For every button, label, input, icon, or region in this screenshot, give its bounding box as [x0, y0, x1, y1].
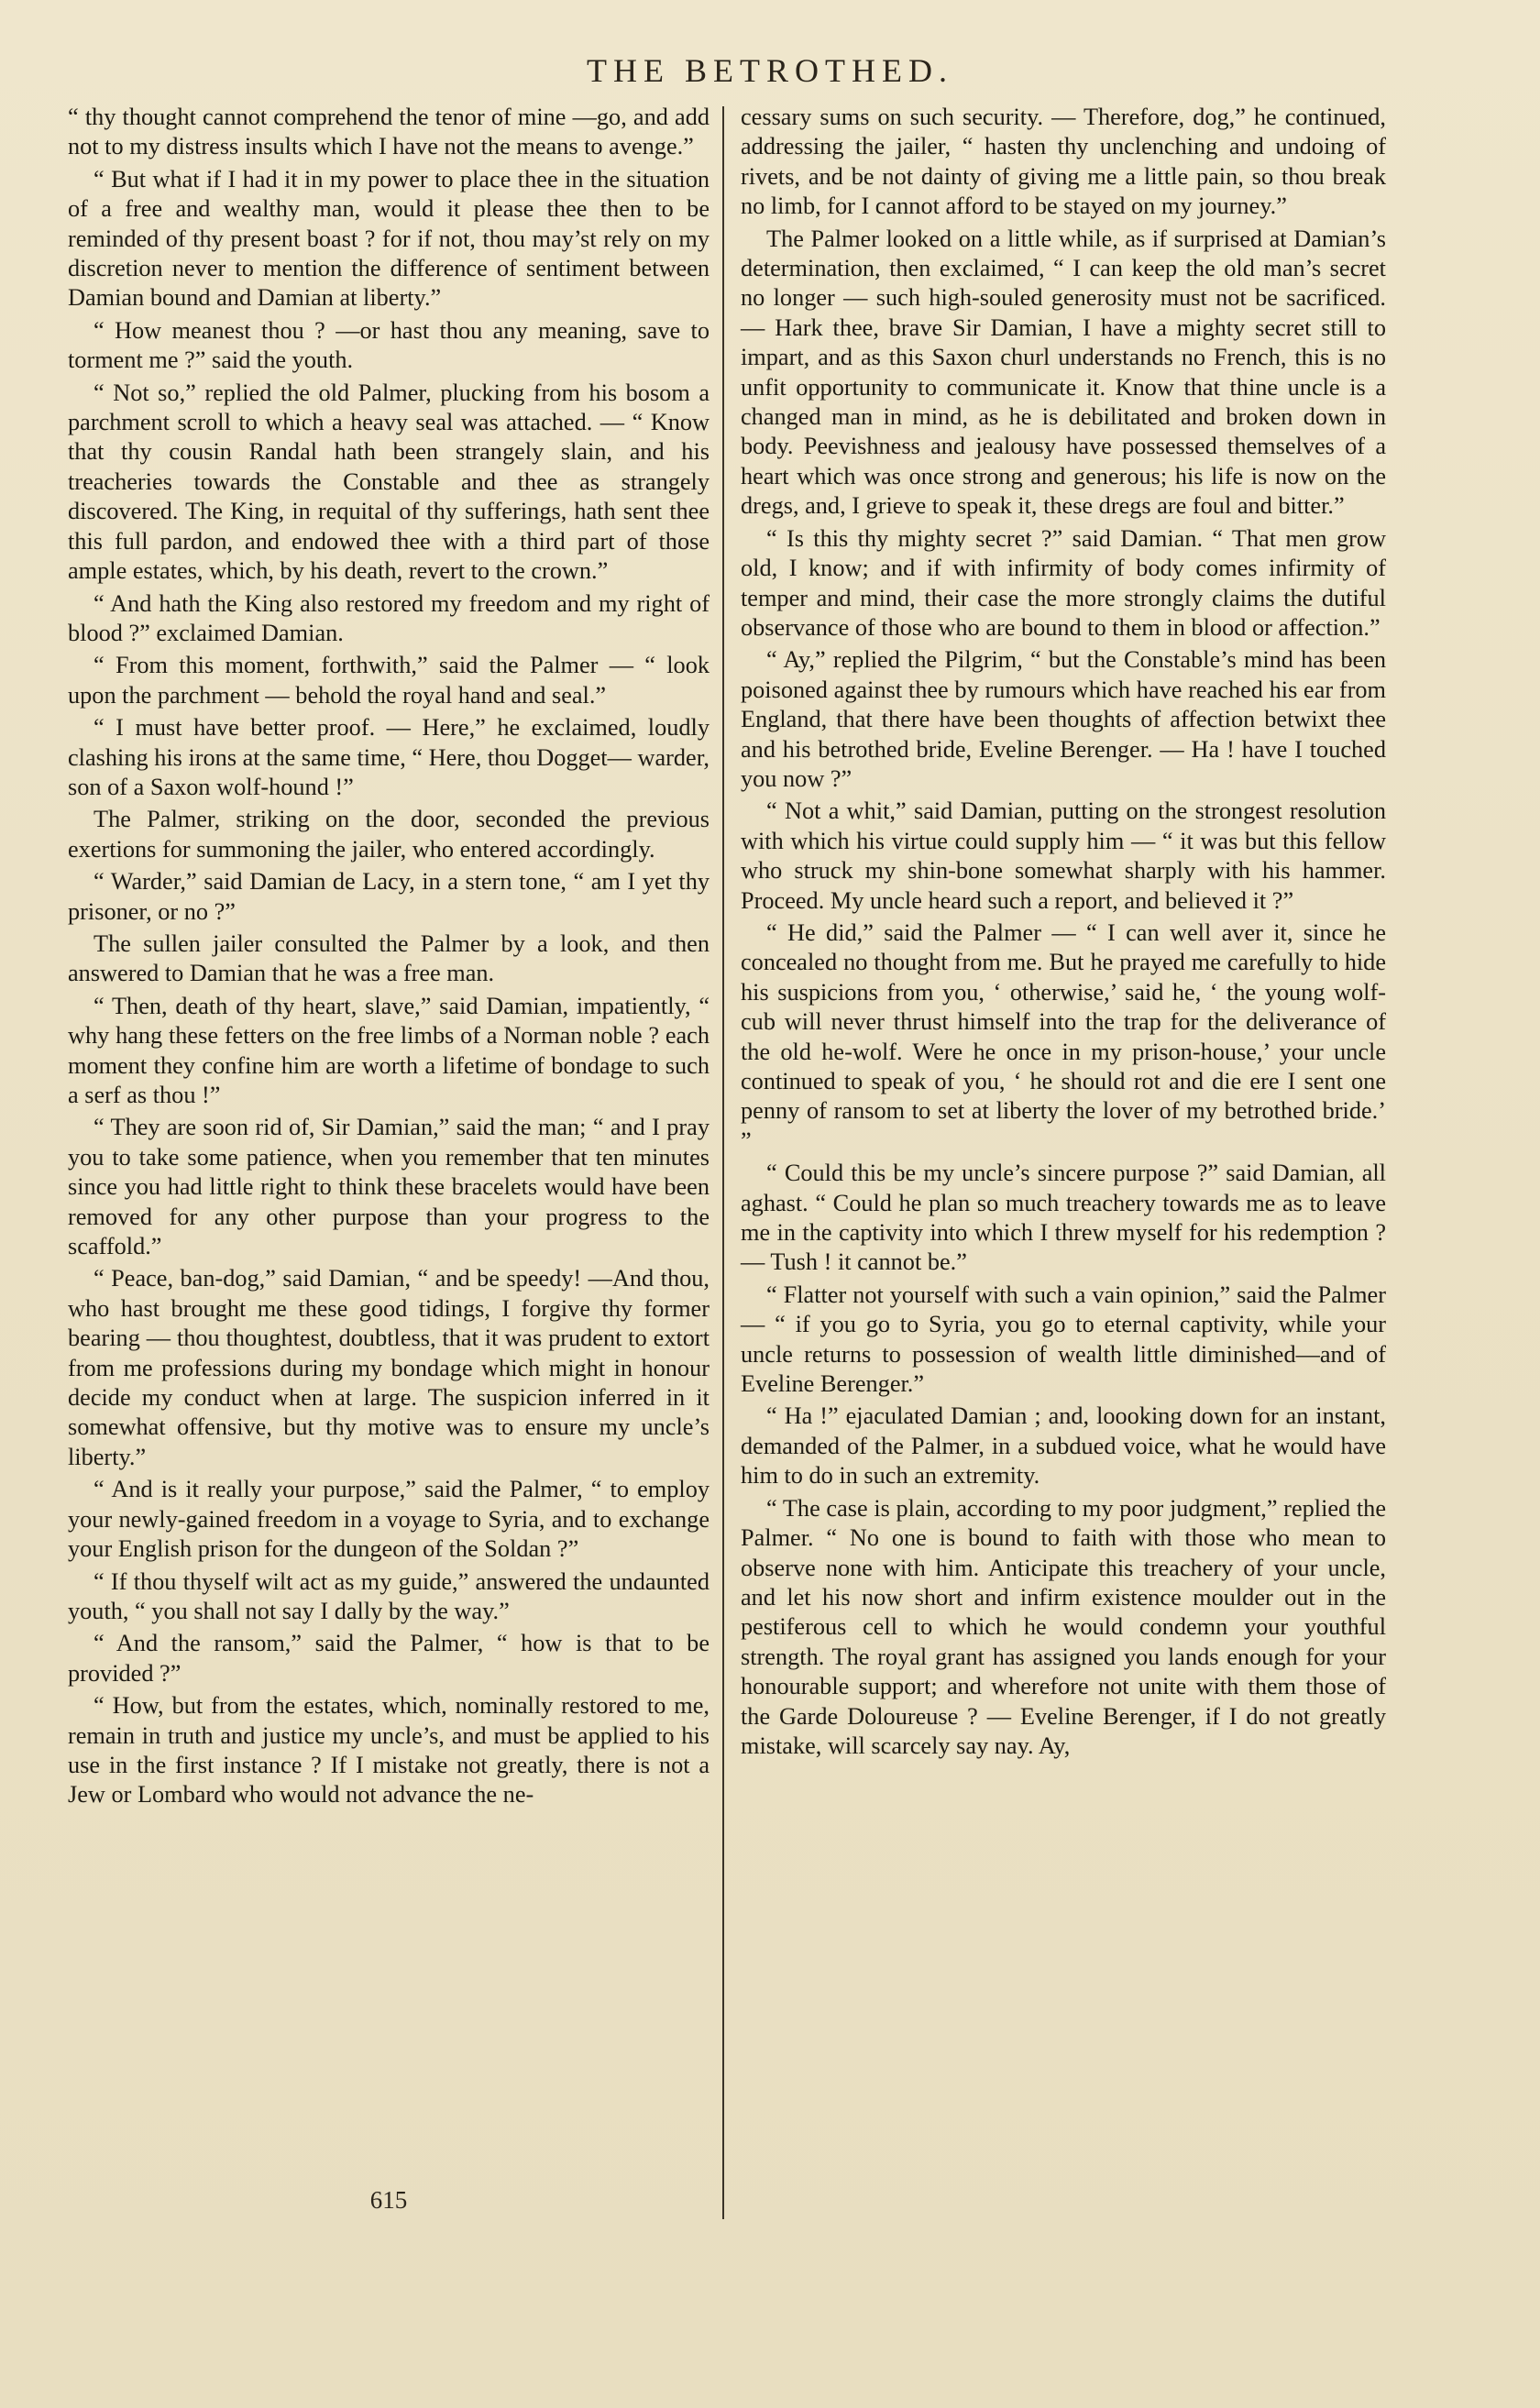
paragraph: “ Ay,” replied the Pilgrim, “ but the Constable’s mind has been poisoned against thee by rumours which have reached his ear from England, that there have been thoughts of affection betwixt thee and his betrothed bride, Eveline Berenger. — Ha ! have I touched you now ?”: [741, 646, 1386, 792]
paragraph: The Palmer looked on a little while, as if surprised at Damian’s determination, then exclaimed, “ I can keep the old man’s secret no longer — such high-souled generosity must not be sacrificed. — Hark thee, brave Sir Damian, I have a mighty secret still to impart, and as this Saxon churl understands no French, this is no unfit opportunity to communicate it. Know that thine uncle is a changed man in mind, as he is debilitated and broken down in body. Peevishness and jealousy have possessed themselves of a heart which was once strong and generous; his life is now on the dregs, and, I grieve to speak it, these dregs are foul and bitter.”: [741, 225, 1386, 520]
paragraph: “ And the ransom,” said the Palmer, “ how is that to be provided ?”: [68, 1630, 710, 1687]
paragraph: The Palmer, striking on the door, seconded the previous exertions for summoning the jailer, who entered accordingly.: [68, 806, 710, 863]
paragraph: “ If thou thyself wilt act as my guide,” answered the undaunted youth, “ you shall not say I dally by the way.”: [68, 1567, 710, 1624]
paragraph: “ They are soon rid of, Sir Damian,” said the man; “ and I pray you to take some patience, when you remember that ten minutes since you had little right to think these bracelets would have been removed for any other purpose than your progress to the scaffold.”: [68, 1114, 710, 1260]
column-divider: [722, 106, 724, 2219]
paragraph: “ Then, death of thy heart, slave,” said Damian, impatiently, “ why hang these fetters on the free limbs of a Norman noble ? each moment they confine him are worth a lifetime of bondage to such a serf as thou !”: [68, 992, 710, 1108]
paragraph: The sullen jailer consulted the Palmer by a look, and then answered to Damian that he was a free man.: [68, 929, 710, 987]
paragraph: “ Not a whit,” said Damian, putting on the strongest resolution with which his virtue could supply him — “ it was but this fellow who struck my shin-bone somewhat sharply with his hammer. Proceed. My uncle heard such a report, and believed it ?”: [741, 797, 1386, 914]
paragraph: “ He did,” said the Palmer — “ I can well aver it, since he concealed no thought from me. But he prayed me carefully to hide his suspicions from you, ‘ otherwise,’ said he, ‘ the young wolf-cub will never thrust himself into the trap for the deliverance of the old he-wolf. Were he once in my prison-house,’ your uncle continued to speak of you, ‘ he should rot and die ere I sent one penny of ransom to set at liberty the lover of my betrothed bride.’ ”: [741, 918, 1386, 1154]
paragraph: “ Flatter not yourself with such a vain opinion,” said the Palmer — “ if you go to Syria, you go to eternal captivity, while your uncle returns to possession of wealth little diminished—and of Eveline Berenger.”: [741, 1281, 1386, 1398]
paragraph: “ How, but from the estates, which, nominally restored to me, remain in truth and justice my uncle’s, and must be applied to his use in the first instance ? If I mistake not greatly, there is not a Jew or Lombard who would not advance the ne-: [68, 1692, 710, 1809]
running-title: THE BETROTHED.: [587, 52, 953, 89]
paragraph: “ And hath the King also restored my freedom and my right of blood ?” exclaimed Damian.: [68, 589, 710, 646]
paragraph: “ Not so,” replied the old Palmer, plucking from his bosom a parchment scroll to which a heavy seal was attached. — “ Know that thy cousin Randal hath been strangely slain, and his treacheries towards the Constable and thee as strangely discovered. The King, in requital of thy sufferings, hath sent thee this full pardon, and endowed thee with a third part of those ample estates, which, by his death, revert to the crown.”: [68, 379, 710, 585]
paragraph: “ Warder,” said Damian de Lacy, in a stern tone, “ am I yet thy prisoner, or no ?”: [68, 868, 710, 925]
paragraph: “ Could this be my uncle’s sincere purpose ?” said Damian, all aghast. “ Could he plan so much treachery towards me as to leave me in the captivity into which I threw myself for his redemption ? — Tush ! it cannot be.”: [741, 1160, 1386, 1276]
page-number: 615: [369, 2186, 408, 2214]
paragraph: “ But what if I had it in my power to place thee in the situation of a free and wealthy man, would it please thee then to be reminded of thy present boast ? for if not, thou may’st rely on my discretion never to mention the difference of sentiment between Damian bound and Damian at liberty.”: [68, 165, 710, 312]
paragraph: “ thy thought cannot comprehend the tenor of mine —go, and add not to my distress insults which I have not the means to avenge.”: [68, 104, 710, 160]
right-column: [741, 103, 1386, 1764]
paragraph: “ And is it really your purpose,” said the Palmer, “ to employ your newly-gained freedom in a voyage to Syria, and to exchange your English prison for the dungeon of the Soldan ?”: [68, 1476, 710, 1563]
paragraph: “ How meanest thou ? —or hast thou any meaning, save to torment me ?” said the youth.: [68, 316, 710, 374]
paragraph: “ From this moment, forthwith,” said the Palmer — “ look upon the parchment — behold the royal hand and seal.”: [68, 652, 710, 709]
paragraph: “ Is this thy mighty secret ?” said Damian. “ That men grow old, I know; and if with infirmity of body comes infirmity of temper and mind, their case the more strongly claims the dutiful observance of those who are bound to them in blood or affection.”: [741, 524, 1386, 641]
left-column: [68, 103, 710, 1813]
paragraph: cessary sums on such security. — Therefore, dog,” he continued, addressing the jailer, “ hasten thy unclenching and undoing of rivets, and be not dainty of giving me a little pain, so thou break no limb, for I cannot afford to be stayed on my journey.”: [741, 104, 1386, 220]
paragraph: “ Ha !” ejaculated Damian ; and, loooking down for an instant, demanded of the Palmer, in a subdued voice, what he would have him to do in such an extremity.: [741, 1402, 1386, 1490]
paragraph: “ The case is plain, according to my poor judgment,” replied the Palmer. “ No one is bound to faith with those who mean to observe none with him. Anticipate this treachery of your uncle, and let his now short and infirm existence moulder out in the pestiferous cell to which he would condemn your youthful strength. The royal grant has assigned you lands enough for your honourable support; and wherefore not unite with them those of the Garde Doloureuse ? — Eveline Berenger, if I do not greatly mistake, will scarcely say nay. Ay,: [741, 1494, 1386, 1759]
paragraph: “ I must have better proof. — Here,” he exclaimed, loudly clashing his irons at the same time, “ Here, thou Dogget— warder, son of a Saxon wolf-hound !”: [68, 714, 710, 800]
paragraph: “ Peace, ban-dog,” said Damian, “ and be speedy! —And thou, who hast brought me these good tidings, I forgive thy former bearing — thou thoughtest, doubtless, that it was prudent to extort from me professions during my bondage which might in honour decide my conduct when at large. The suspicion inferred in it somewhat offensive, but thy motive was to ensure my uncle’s liberty.”: [68, 1265, 710, 1470]
